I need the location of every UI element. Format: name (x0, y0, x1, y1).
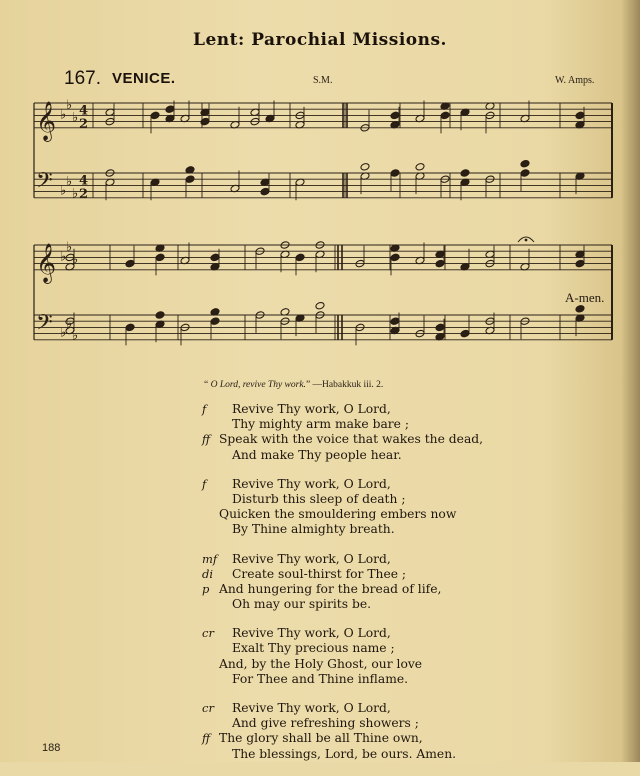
stanza-line (0, 672, 640, 687)
flat-icon: ♭ (66, 174, 73, 190)
note-head (200, 117, 210, 126)
stanza-line (0, 641, 640, 656)
lyric-line: Thy mighty arm make bare ; (232, 417, 409, 432)
note-head (390, 317, 400, 326)
scripture-citation: “ O Lord, revive Thy work.” —Habakkuk iii. 2. (204, 380, 384, 390)
bass-clef-icon: 𝄢 (36, 310, 53, 341)
lyric-line: And give refreshing showers ; (232, 716, 419, 731)
note-head (460, 169, 470, 178)
stanza-line (0, 701, 640, 716)
stanza-line (0, 716, 640, 731)
citation-source: —Habakkuk iii. 2. (312, 380, 384, 390)
note-head (315, 301, 325, 310)
dynamic-marking: di (202, 566, 214, 581)
flat-icon: ♭ (72, 186, 79, 202)
bass-clef-icon: 𝄢 (36, 168, 53, 199)
treble-clef-icon: 𝄞 (36, 100, 57, 141)
time-signature-top: 4 (79, 103, 89, 119)
note-head (165, 105, 175, 114)
lyric-line: Revive Thy work, O Lord, (232, 701, 391, 715)
stanza-line (0, 448, 640, 463)
stanza (0, 626, 640, 687)
note-head (520, 159, 530, 168)
note-head (360, 163, 370, 172)
lyric-line: Create soul-thirst for Thee ; (232, 566, 407, 581)
note-head (390, 111, 400, 120)
note-head (390, 169, 400, 178)
dynamic-marking: ff (202, 731, 211, 746)
note-head (435, 259, 445, 268)
note-head (125, 259, 135, 268)
stanza (0, 552, 640, 613)
note-head (575, 111, 585, 120)
note-head (125, 323, 135, 332)
stanza-line (0, 657, 640, 672)
stanza-line (0, 567, 640, 582)
stanza-line (0, 402, 640, 417)
citation-quote: O Lord, revive Thy work. (210, 380, 306, 390)
flat-icon: ♭ (66, 316, 73, 332)
lyric-line: And make Thy people hear. (232, 447, 402, 462)
note-head (460, 329, 470, 338)
note-head (210, 317, 220, 326)
lyric-line: By Thine almighty breath. (232, 522, 395, 537)
lyric-line: Revive Thy work, O Lord, (232, 476, 391, 491)
time-signature-bottom: 2 (79, 186, 89, 202)
note-head (210, 253, 220, 262)
flat-icon: ♭ (66, 240, 73, 256)
dynamic-marking: p (202, 581, 210, 596)
stanza-line (0, 582, 640, 597)
stanza-line (0, 747, 640, 762)
flat-icon: ♭ (72, 110, 79, 126)
page-number: 188 (42, 742, 61, 754)
dynamic-marking: mf (202, 551, 218, 566)
section-title: Lent: Parochial Missions. (193, 30, 447, 50)
lyric-line: Quicken the smouldering embers now (219, 507, 457, 522)
note-head (295, 253, 305, 262)
flat-icon: ♭ (60, 325, 67, 341)
stanza-line (0, 597, 640, 612)
stanza-line (0, 477, 640, 492)
stanza-line (0, 522, 640, 537)
dynamic-marking: ff (202, 432, 211, 447)
lyric-line: And hungering for the bread of life, (219, 581, 442, 596)
note-head (415, 163, 425, 172)
note-head (185, 175, 195, 184)
lyric-line: Revive Thy work, O Lord, (232, 551, 391, 566)
flat-icon: ♭ (72, 252, 79, 268)
lyric-line: The glory shall be all Thine own, (219, 731, 423, 746)
note-head (575, 259, 585, 268)
flat-icon: ♭ (60, 107, 67, 123)
music-score (0, 0, 640, 380)
tune-name: VENICE. (112, 70, 176, 87)
stanza (0, 477, 640, 538)
dynamic-marking: cr (202, 701, 214, 715)
stanza-line (0, 731, 640, 746)
lyric-line: Revive Thy work, O Lord, (232, 626, 391, 641)
meter: S.M. (313, 75, 333, 86)
note-head (155, 253, 165, 262)
flat-icon: ♭ (60, 249, 67, 265)
stanza (0, 701, 640, 762)
dynamic-marking: f (202, 402, 207, 416)
lyric-line: Speak with the voice that wakes the dead, (219, 432, 484, 447)
lyric-line: Revive Thy work, O Lord, (232, 402, 391, 416)
time-signature-bottom: 2 (79, 116, 89, 132)
hymn-text (0, 402, 640, 776)
stanza-line (0, 492, 640, 507)
lyric-line: For Thee and Thine inflame. (232, 671, 409, 686)
lyric-line: Disturb this sleep of death ; (232, 491, 406, 506)
time-signature-top: 4 (79, 173, 89, 189)
lyric-line: Oh may our spirits be. (232, 597, 372, 612)
hymn-number: 167. (64, 68, 101, 89)
note-head (435, 323, 445, 332)
flat-icon: ♭ (66, 98, 73, 114)
stanza-line (0, 552, 640, 567)
dynamic-marking: cr (202, 626, 214, 641)
note-head (520, 169, 530, 178)
note-head (155, 311, 165, 320)
note-head (150, 111, 160, 120)
stanza-line (0, 432, 640, 447)
treble-clef-icon: 𝄞 (36, 242, 57, 283)
note-head (390, 253, 400, 262)
flat-icon: ♭ (72, 328, 79, 344)
amen-label: A-men. (565, 290, 605, 305)
note-head (260, 187, 270, 196)
stanza-line (0, 507, 640, 522)
lyric-line: Exalt Thy precious name ; (232, 641, 395, 656)
stanza-line (0, 417, 640, 432)
stanza-line (0, 626, 640, 641)
fermata-dot (525, 239, 527, 241)
note-head (440, 111, 450, 120)
lyric-line: The blessings, Lord, be ours. Amen. (232, 746, 457, 761)
flat-icon: ♭ (60, 183, 67, 199)
composer: W. Amps. (555, 75, 595, 86)
stanza (0, 402, 640, 463)
dynamic-marking: f (202, 476, 207, 491)
lyric-line: And, by the Holy Ghost, our love (219, 656, 423, 671)
